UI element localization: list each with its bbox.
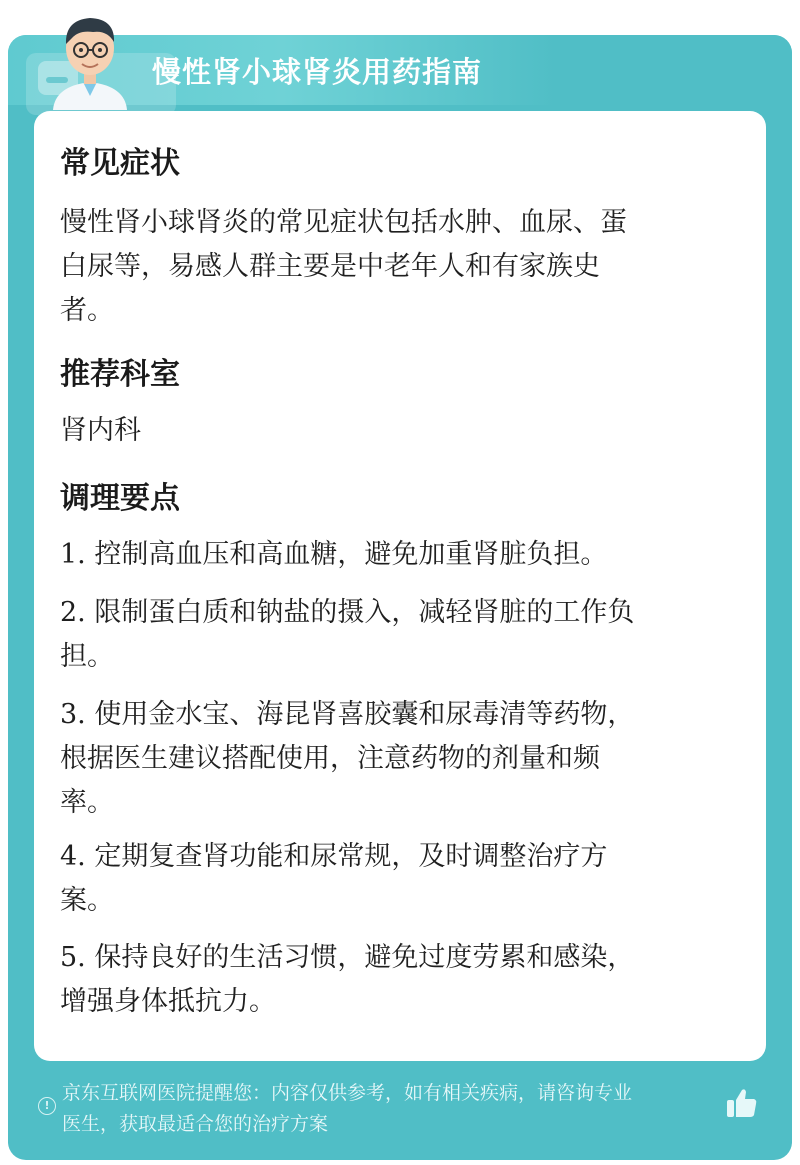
department-heading: 推荐科室: [60, 357, 180, 392]
disclaimer-line: 京东互联网医院提醒您：内容仅供参考，如有相关疾病，请咨询专业: [62, 1082, 633, 1104]
care-heading: 调理要点: [60, 481, 180, 516]
page-title: 慢性肾小球肾炎用药指南: [152, 55, 483, 89]
item-line: 保持良好的生活习惯，避免过度劳累和感染，: [94, 942, 635, 973]
content-card: [34, 111, 766, 1061]
item-number: 5.: [60, 942, 86, 973]
symptoms-line: 慢性肾小球肾炎的常见症状包括水肿、血尿、蛋: [60, 207, 627, 238]
item-number: 2.: [60, 597, 86, 628]
care-item-5: [60, 936, 730, 1024]
item-line: 担。: [60, 641, 114, 672]
item-line: 使用金水宝、海昆肾喜胶囊和尿毒清等药物，: [94, 699, 635, 730]
symptoms-line: 者。: [60, 295, 114, 326]
item-line: 率。: [60, 787, 114, 818]
care-item-1: [60, 533, 730, 577]
item-number: 4.: [60, 841, 86, 872]
thumbs-up-icon[interactable]: [725, 1086, 759, 1120]
care-item-4: [60, 835, 730, 923]
symptoms-line: 白尿等，易感人群主要是中老年人和有家族史: [60, 251, 600, 282]
department-text: 肾内科: [60, 415, 141, 446]
item-line: 案。: [60, 885, 114, 916]
item-line: 根据医生建议搭配使用，注意药物的剂量和频: [60, 743, 600, 774]
symptoms-heading: 常见症状: [60, 146, 180, 181]
item-number: 1.: [60, 539, 86, 570]
item-number: 3.: [60, 699, 86, 730]
item-line: 定期复查肾功能和尿常规，及时调整治疗方: [94, 841, 608, 872]
doctor-avatar-icon: [45, 8, 135, 110]
item-line: 控制高血压和高血糖，避免加重肾脏负担。: [94, 539, 608, 570]
disclaimer: [62, 1078, 722, 1140]
symptoms-text: [60, 201, 730, 333]
care-item-2: [60, 591, 730, 679]
disclaimer-line: 医生，获取最适合您的治疗方案: [62, 1113, 329, 1135]
info-icon: !: [38, 1097, 56, 1115]
item-line: 增强身体抵抗力。: [60, 986, 276, 1017]
care-item-3: [60, 693, 730, 825]
item-line: 限制蛋白质和钠盐的摄入，减轻肾脏的工作负: [94, 597, 635, 628]
